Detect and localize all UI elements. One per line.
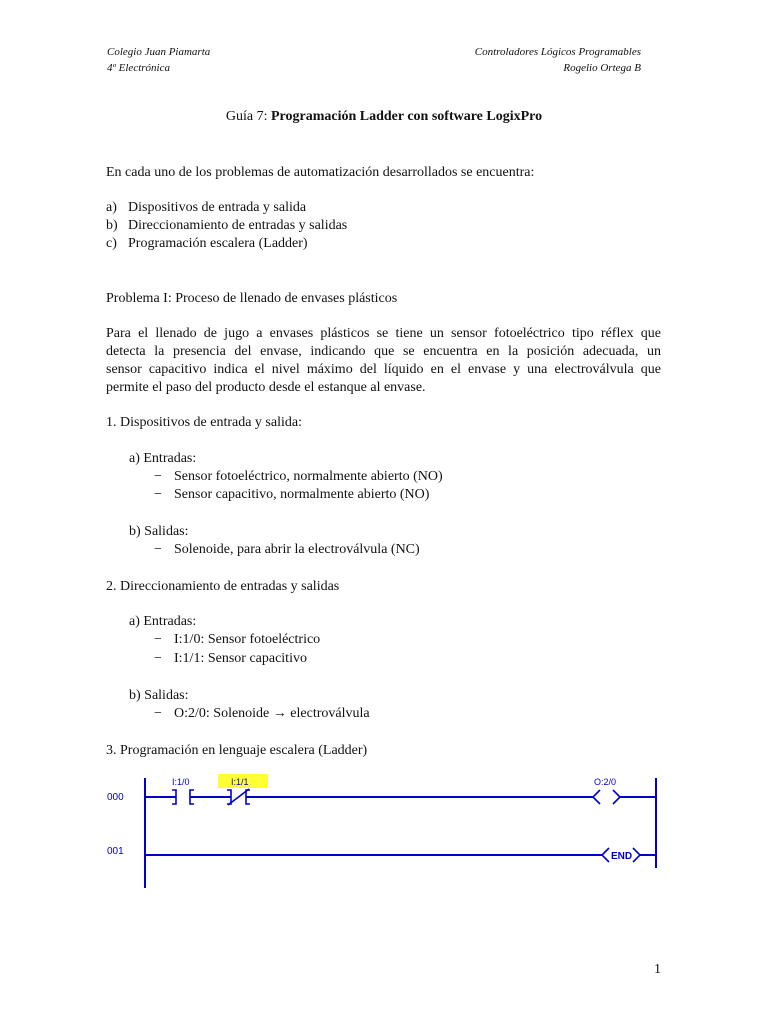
bullet-text: Sensor fotoeléctrico, normalmente abierto (NO) [174,469,443,484]
rung-number: 001 [107,846,124,857]
contact-address: I:1/1 [231,777,249,787]
list-item [106,199,306,217]
arrow-icon: → [272,706,287,721]
section2-outputs-label: b) Salidas: [129,688,189,703]
bullet-text: electroválvula [286,706,370,721]
section2-heading: 2. Direccionamiento de entradas y salidas [106,579,340,594]
course-level: 4º Electrónica [107,62,170,74]
end-label: END [611,851,633,862]
bullet-item: − Solenoide, para abrir la electroválvula (NC) [154,542,420,557]
section3-heading: 3. Programación en lenguaje escalera (Ladder) [106,743,368,758]
list-text: Dispositivos de entrada y salida [128,200,307,215]
list-text: Direccionamiento de entradas y salidas [128,218,348,233]
bullet-item: − Sensor fotoeléctrico, normalmente abierto (NO) [154,469,443,484]
list-item [106,217,347,235]
problem-title: Problema I: Proceso de llenado de envases plásticos [106,291,398,306]
section1-inputs-label: a) Entradas: [129,451,197,466]
bullet-text: Sensor capacitivo, normalmente abierto (NO) [174,487,430,502]
header-left [107,44,210,76]
school-name: Colegio Juan Piamarta [107,46,211,58]
rung-number: 000 [107,792,124,803]
page-number: 1 [654,962,661,977]
bullet-item: − O:2/0: Solenoide → electroválvula [154,706,370,721]
coil-address: O:2/0 [594,777,617,787]
description-line: Para el llenado de jugo a envases plásticos se tiene un sensor fotoeléctrico tipo réflex que [106,326,661,341]
description-line: permite el paso del producto desde el estanque al envase. [106,380,426,395]
bullet-text: O:2/0: Solenoide [174,706,273,721]
list-text: Programación escalera (Ladder) [128,236,308,251]
list-marker: a) [106,200,117,215]
bullet-item: − Sensor capacitivo, normalmente abierto (NO) [154,487,430,502]
bullet-text: Solenoide, para abrir la electroválvula (NC) [174,542,420,557]
description-line: sensor capacitivo indica el nivel máximo del líquido en el envase y una electroválvula que [106,362,661,377]
header-right [475,44,641,76]
title-bold: Programación Ladder con software LogixPro [270,109,543,124]
description-line: detecta la presencia del envase, indicando que se encuentra en la posición adecuada, un [106,344,661,359]
bullet-item: − I:1/1: Sensor capacitivo [154,651,307,666]
author-name: Rogelio Ortega B [563,62,641,74]
bullet-text: I:1/0: Sensor fotoeléctrico [174,632,321,647]
bullet-item: − I:1/0: Sensor fotoeléctrico [154,632,321,647]
section1-heading: 1. Dispositivos de entrada y salida: [106,415,302,430]
problem-description [106,325,661,397]
contact-nc-icon [227,789,250,805]
list-marker: b) [106,218,118,233]
bullet-text: I:1/1: Sensor capacitivo [174,651,307,666]
section1-outputs-label: b) Salidas: [129,524,189,539]
list-item [106,235,308,253]
section2-inputs-label: a) Entradas: [129,614,197,629]
list-marker: c) [106,236,117,251]
page-title [0,109,768,125]
subject-name: Controladores Lógicos Programables [474,46,641,58]
contact-address: I:1/0 [172,777,190,787]
contact-no-icon [172,790,194,804]
ladder-diagram [0,760,768,910]
title-prefix: Guía 7: [225,109,271,124]
intro-paragraph: En cada uno de los problemas de automatización desarrollados se encuentra: [106,165,535,180]
output-coil-icon [593,790,620,804]
